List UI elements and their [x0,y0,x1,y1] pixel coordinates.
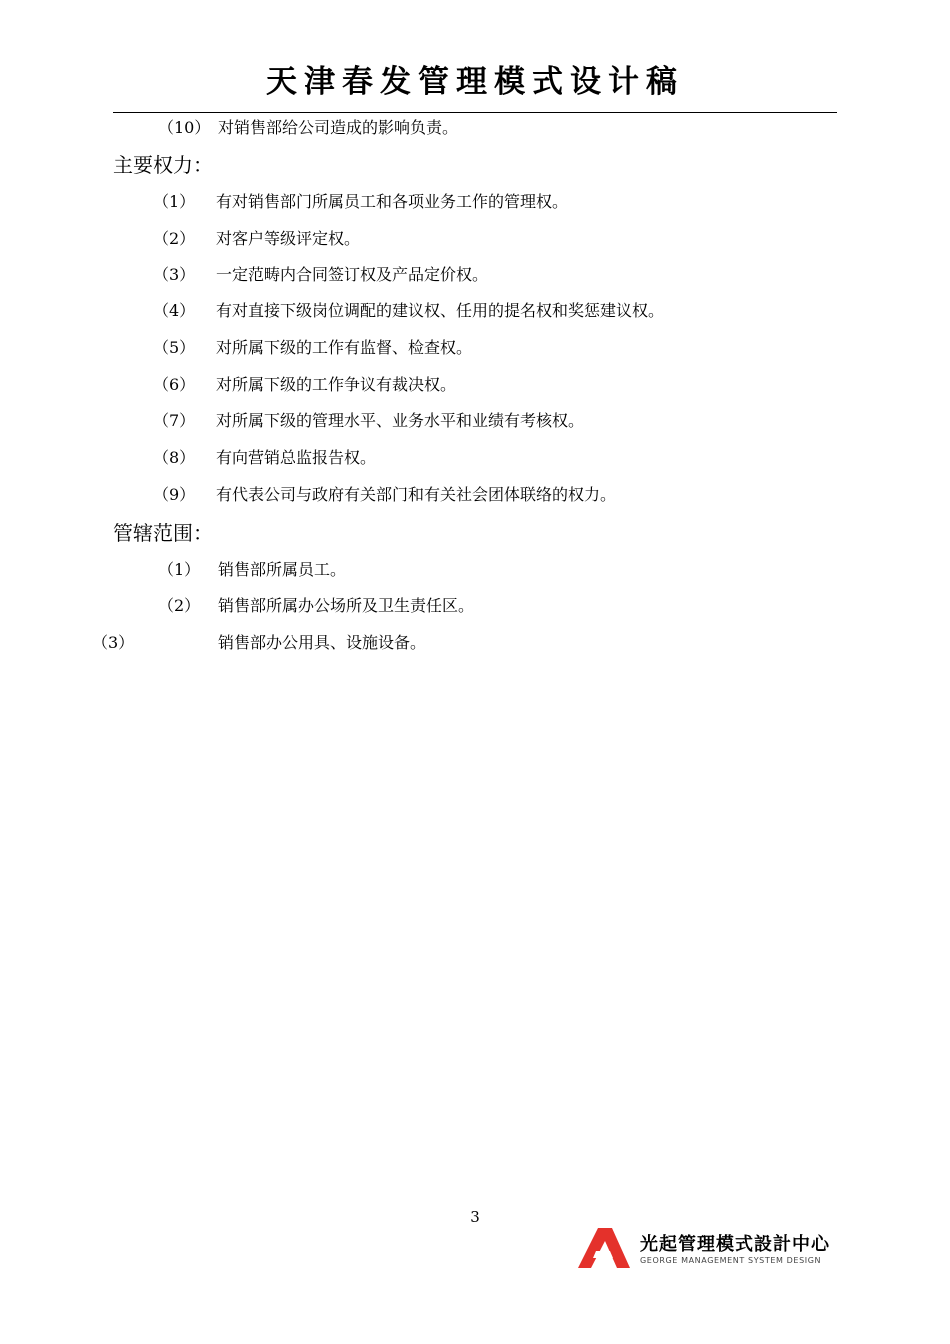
company-logo [576,1226,838,1272]
item-text: 销售部办公用具、设施设备。 [218,633,427,652]
item-number: （10） [158,118,211,137]
item-number: （2） [153,229,196,248]
section-heading-scope: 管辖范围： [113,521,213,545]
item-text: 有对直接下级岗位调配的建议权、任用的提名权和奖惩建议权。 [216,301,665,320]
header-title: 天津春发管理模式设计稿 [266,64,684,100]
item-text: 销售部所属员工。 [218,560,347,579]
section-heading-powers: 主要权力： [113,153,213,177]
logo-chinese-name: 光起管理模式設計中心 [640,1234,830,1255]
item-number: （1） [153,192,196,211]
item-text: 销售部所属办公场所及卫生责任区。 [218,596,475,615]
item-number: （4） [153,301,196,320]
header-divider [113,112,837,113]
item-text: 对销售部给公司造成的影响负责。 [218,118,459,137]
item-number: （1） [158,560,201,579]
item-text: 有对销售部门所属员工和各项业务工作的管理权。 [216,192,569,211]
item-number: （5） [153,338,196,357]
logo-english-name: GEORGE MANAGEMENT SYSTEM DESIGN [640,1256,822,1265]
item-number: （6） [153,375,196,394]
item-text: 对所属下级的工作争议有裁决权。 [216,375,457,394]
item-text: 有向营销总监报告权。 [216,448,377,467]
item-number: （3） [153,265,196,284]
logo-a-mark-icon [576,1226,632,1270]
item-text: 一定范畴内合同签订权及产品定价权。 [216,265,489,284]
item-number: （8） [153,448,196,467]
item-number: （7） [153,411,196,430]
item-text: 有代表公司与政府有关部门和有关社会团体联络的权力。 [216,485,617,504]
item-text: 对客户等级评定权。 [216,229,361,248]
item-number: （9） [153,485,196,504]
page-number: 3 [470,1208,480,1226]
item-number: （2） [158,596,201,615]
item-text: 对所属下级的工作有监督、检查权。 [216,338,473,357]
item-text: 对所属下级的管理水平、业务水平和业绩有考核权。 [216,411,585,430]
item-number: （3） [92,633,135,652]
